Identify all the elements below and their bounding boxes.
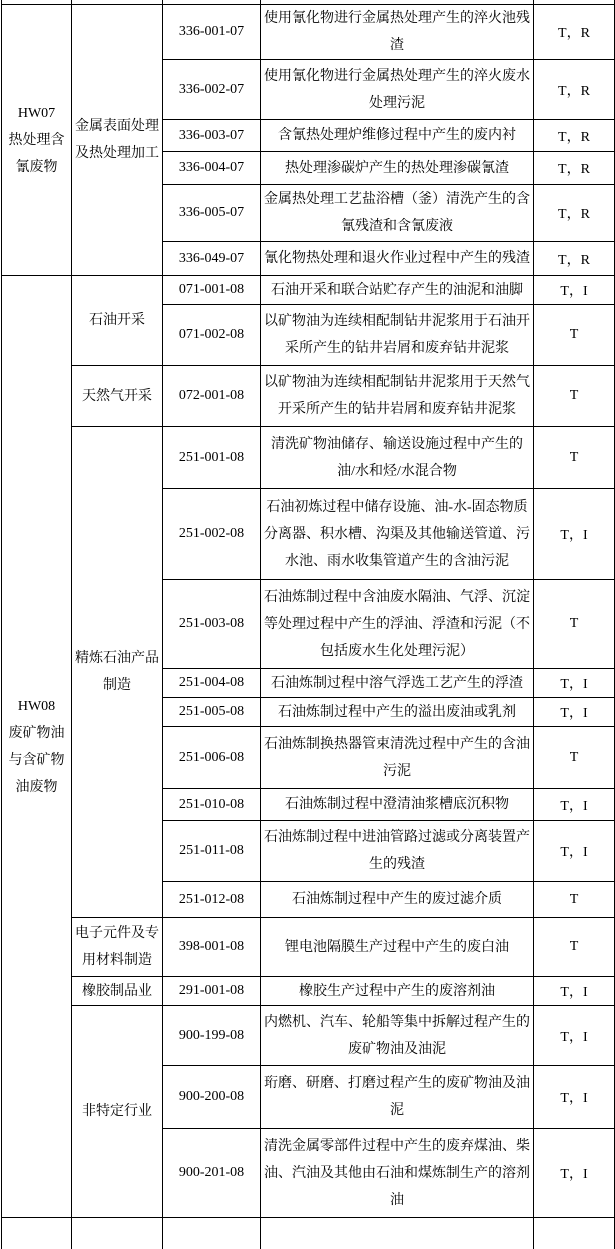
empty-cell	[72, 1218, 163, 1249]
industry-cell: 精炼石油产品制造	[72, 427, 163, 918]
waste-description: 石油炼制过程中产生的废过滤介质	[261, 882, 534, 918]
hazard-property: T	[534, 305, 615, 366]
hazard-property: T，I	[534, 789, 615, 821]
hazard-property: T，I	[534, 1129, 615, 1218]
hazard-property: T	[534, 727, 615, 789]
waste-code: 336-001-07	[163, 5, 261, 60]
waste-description: 石油炼制过程中溶气浮选工艺产生的浮渣	[261, 669, 534, 698]
waste-description: 使用氰化物进行金属热处理产生的淬火废水处理污泥	[261, 60, 534, 120]
waste-code: 251-001-08	[163, 427, 261, 489]
waste-code: 291-001-08	[163, 977, 261, 1006]
industry-cell: 天然气开采	[72, 366, 163, 427]
waste-code: 336-049-07	[163, 242, 261, 276]
waste-code: 251-003-08	[163, 580, 261, 669]
table-row	[2, 977, 615, 1006]
waste-code: 072-001-08	[163, 366, 261, 427]
waste-description: 热处理渗碳炉产生的热处理渗碳氰渣	[261, 152, 534, 185]
industry-cell: 电子元件及专用材料制造	[72, 918, 163, 977]
waste-code: 336-002-07	[163, 60, 261, 120]
table-row	[2, 918, 615, 977]
table-row	[2, 427, 615, 489]
category-name: 废矿物油与含矿物油废物	[8, 725, 65, 795]
waste-code: 251-010-08	[163, 789, 261, 821]
hazard-property: T	[534, 366, 615, 427]
category-code: HW08	[17, 698, 56, 714]
hazard-property: T，R	[534, 185, 615, 242]
waste-code: 251-005-08	[163, 698, 261, 727]
waste-description: 锂电池隔膜生产过程中产生的废白油	[261, 918, 534, 977]
waste-code: 336-004-07	[163, 152, 261, 185]
hazard-property: T，R	[534, 60, 615, 120]
empty-cell	[534, 1218, 615, 1249]
waste-code: 900-200-08	[163, 1066, 261, 1129]
waste-description: 使用氰化物进行金属热处理产生的淬火池残渣	[261, 5, 534, 60]
waste-description: 氰化物热处理和退火作业过程中产生的残渣	[261, 242, 534, 276]
waste-description: 以矿物油为连续相配制钻井泥浆用于石油开采所产生的钻井岩屑和废弃钻井泥浆	[261, 305, 534, 366]
waste-description: 石油炼制过程中进油管路过滤或分离装置产生的残渣	[261, 821, 534, 882]
hazard-property: T	[534, 918, 615, 977]
waste-description: 清洗金属零部件过程中产生的废弃煤油、柴油、汽油及其他由石油和煤炼制生产的溶剂油	[261, 1129, 534, 1218]
hazard-property: T	[534, 882, 615, 918]
waste-code: 071-001-08	[163, 276, 261, 305]
hazardous-waste-table	[1, 0, 615, 1249]
waste-description: 以矿物油为连续相配制钻井泥浆用于天然气开采所产生的钻井岩屑和废弃钻井泥浆	[261, 366, 534, 427]
waste-description: 清洗矿物油储存、输送设施过程中产生的油/水和烃/水混合物	[261, 427, 534, 489]
waste-code: 251-004-08	[163, 669, 261, 698]
industry-cell: 石油开采	[72, 276, 163, 366]
hazard-property: T，I	[534, 821, 615, 882]
empty-cell	[261, 1218, 534, 1249]
hazard-property: T，R	[534, 152, 615, 185]
hazard-property: T	[534, 427, 615, 489]
hazard-property: T，R	[534, 242, 615, 276]
hazard-property: T，I	[534, 669, 615, 698]
waste-code: 900-199-08	[163, 1006, 261, 1066]
waste-code: 251-002-08	[163, 489, 261, 580]
category-cell	[2, 276, 72, 1218]
empty-cell	[163, 1218, 261, 1249]
waste-description: 石油炼制过程中含油废水隔油、气浮、沉淀等处理过程中产生的浮油、浮渣和污泥（不包括废水生化处理污泥）	[261, 580, 534, 669]
waste-description: 珩磨、研磨、打磨过程产生的废矿物油及油泥	[261, 1066, 534, 1129]
waste-code: 251-012-08	[163, 882, 261, 918]
waste-description: 内燃机、汽车、轮船等集中拆解过程产生的废矿物油及油泥	[261, 1006, 534, 1066]
industry-cell: 橡胶制品业	[72, 977, 163, 1006]
waste-description: 石油炼制过程中产生的溢出废油或乳剂	[261, 698, 534, 727]
waste-description: 金属热处理工艺盐浴槽（釜）清洗产生的含氰残渣和含氰废液	[261, 185, 534, 242]
industry-cell: 金属表面处理及热处理加工	[72, 5, 163, 276]
hazard-property: T，I	[534, 489, 615, 580]
hazard-property: T，I	[534, 1066, 615, 1129]
table-row	[2, 1006, 615, 1066]
category-name: 热处理含氰废物	[8, 132, 65, 175]
hazard-property: T，R	[534, 120, 615, 152]
waste-code: 336-005-07	[163, 185, 261, 242]
waste-description: 石油炼制换热器管束清洗过程中产生的含油污泥	[261, 727, 534, 789]
waste-description: 石油初炼过程中储存设施、油-水-固态物质分离器、积水槽、沟渠及其他输送管道、污水池、雨水收集管道产生的含油污泥	[261, 489, 534, 580]
waste-code: 900-201-08	[163, 1129, 261, 1218]
waste-code: 336-003-07	[163, 120, 261, 152]
hazard-property: T，I	[534, 977, 615, 1006]
waste-description: 含氰热处理炉维修过程中产生的废内衬	[261, 120, 534, 152]
waste-description: 石油炼制过程中澄清油浆槽底沉积物	[261, 789, 534, 821]
partial-row-bottom	[2, 1218, 615, 1249]
hazard-property: T，I	[534, 1006, 615, 1066]
waste-code: 398-001-08	[163, 918, 261, 977]
table-row	[2, 366, 615, 427]
category-code: HW07	[17, 105, 56, 121]
industry-cell: 非特定行业	[72, 1006, 163, 1218]
category-cell	[2, 5, 72, 276]
waste-description: 石油开采和联合站贮存产生的油泥和油脚	[261, 276, 534, 305]
table-row	[2, 5, 615, 60]
table-row	[2, 276, 615, 305]
empty-cell	[2, 1218, 72, 1249]
hazard-property: T，R	[534, 5, 615, 60]
hazard-property: T，I	[534, 276, 615, 305]
waste-description: 橡胶生产过程中产生的废溶剂油	[261, 977, 534, 1006]
waste-code: 071-002-08	[163, 305, 261, 366]
waste-code: 251-006-08	[163, 727, 261, 789]
hazard-property: T	[534, 580, 615, 669]
waste-code: 251-011-08	[163, 821, 261, 882]
hazard-property: T，I	[534, 698, 615, 727]
